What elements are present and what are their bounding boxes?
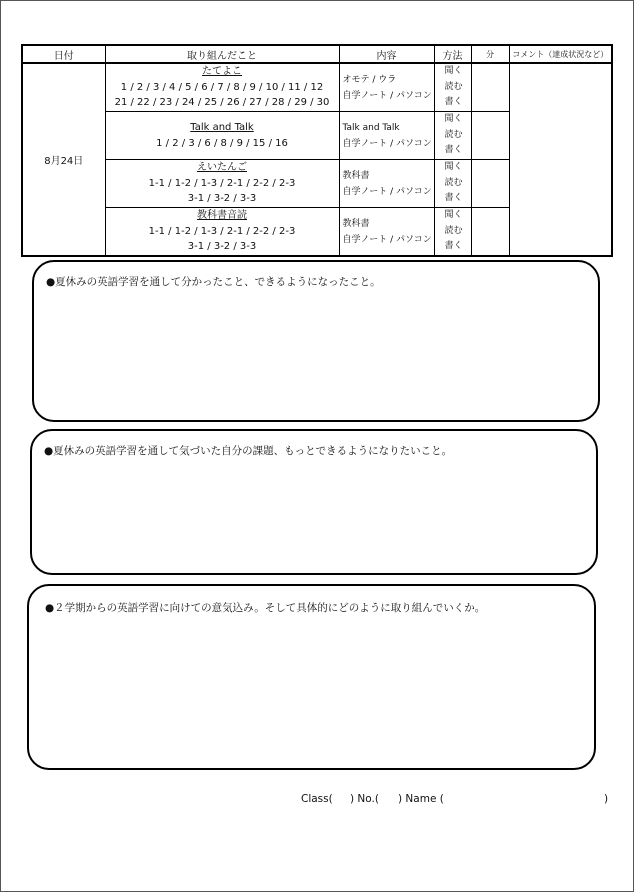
content-cell bbox=[339, 63, 434, 112]
method-write: 書く bbox=[444, 193, 463, 204]
reflection-box-learned[interactable] bbox=[32, 260, 600, 422]
activity-line: 1-1 / 1-2 / 1-3 / 2-1 / 2-2 / 2-3 bbox=[148, 225, 296, 237]
content-cell bbox=[339, 112, 434, 160]
header-comment: コメント（達成状況など） bbox=[509, 45, 612, 63]
activity-title: Talk and Talk bbox=[190, 122, 254, 133]
method-cell bbox=[434, 112, 471, 160]
header-method: 方法 bbox=[434, 45, 471, 63]
header-date: 日付 bbox=[22, 45, 105, 63]
content-cell bbox=[339, 160, 434, 208]
content-line: 自学ノート / パソコン bbox=[342, 234, 432, 245]
content-line: 自学ノート / パソコン bbox=[342, 90, 432, 101]
reflection-box-challenges[interactable] bbox=[30, 429, 598, 575]
activity-line: 1 / 2 / 3 / 6 / 8 / 9 / 15 / 16 bbox=[156, 137, 288, 149]
method-write: 書く bbox=[444, 97, 463, 108]
activity-title: えいたんご bbox=[197, 162, 247, 174]
header-minutes: 分 bbox=[471, 45, 509, 63]
activity-cell bbox=[105, 208, 339, 257]
method-listen: 聞く bbox=[444, 66, 463, 77]
class-label: Class( bbox=[301, 793, 333, 805]
content-cell bbox=[339, 208, 434, 257]
minutes-cell[interactable] bbox=[471, 160, 509, 208]
content-line: オモテ / ウラ bbox=[342, 74, 397, 85]
method-cell bbox=[434, 63, 471, 112]
method-listen: 聞く bbox=[444, 114, 463, 125]
activity-title: 教科書音読 bbox=[197, 210, 247, 222]
header-activity: 取り組んだこと bbox=[105, 45, 339, 63]
content-line: 自学ノート / パソコン bbox=[342, 138, 432, 149]
reflection-prompt: ●夏休みの英語学習を通して分かったこと、できるようになったこと。 bbox=[46, 276, 381, 288]
content-line: 教科書 bbox=[342, 218, 370, 229]
method-listen: 聞く bbox=[444, 210, 463, 221]
name-label: ) Name ( bbox=[398, 793, 444, 805]
method-read: 読む bbox=[444, 81, 463, 92]
name-close-paren: ) bbox=[604, 793, 609, 805]
header-content: 内容 bbox=[339, 45, 434, 63]
reflection-prompt: ●２学期からの英語学習に向けての意気込み。そして具体的にどのように取り組んでいくか。 bbox=[45, 602, 486, 614]
study-log-table bbox=[21, 44, 613, 257]
method-write: 書く bbox=[444, 145, 463, 156]
table-row bbox=[22, 63, 612, 112]
method-write: 書く bbox=[444, 241, 463, 252]
content-line: 自学ノート / パソコン bbox=[342, 186, 432, 197]
date-cell: 8月24日 bbox=[22, 63, 105, 256]
activity-line: 21 / 22 / 23 / 24 / 25 / 26 / 27 / 28 / 29 / 30 bbox=[114, 97, 330, 109]
number-label: ) No.( bbox=[350, 793, 379, 805]
method-listen: 聞く bbox=[444, 162, 463, 173]
activity-line: 3-1 / 3-2 / 3-3 bbox=[187, 241, 257, 253]
reflection-box-goals[interactable] bbox=[27, 584, 596, 770]
minutes-cell[interactable] bbox=[471, 63, 509, 112]
activity-cell bbox=[105, 63, 339, 112]
reflection-prompt: ●夏休みの英語学習を通して気づいた自分の課題、もっとできるようになりたいこと。 bbox=[44, 445, 453, 457]
content-line: 教科書 bbox=[342, 170, 370, 181]
method-cell bbox=[434, 160, 471, 208]
content-line: Talk and Talk bbox=[342, 122, 400, 133]
method-read: 読む bbox=[444, 225, 463, 236]
comment-cell[interactable] bbox=[509, 63, 612, 256]
activity-title: たてよこ bbox=[202, 66, 242, 78]
method-cell bbox=[434, 208, 471, 257]
method-read: 読む bbox=[444, 177, 463, 188]
activity-line: 1 / 2 / 3 / 4 / 5 / 6 / 7 / 8 / 9 / 10 / 11 / 12 bbox=[120, 81, 324, 93]
minutes-cell[interactable] bbox=[471, 208, 509, 257]
table-header-row bbox=[22, 45, 612, 63]
method-read: 読む bbox=[444, 129, 463, 140]
minutes-cell[interactable] bbox=[471, 112, 509, 160]
activity-line: 1-1 / 1-2 / 1-3 / 2-1 / 2-2 / 2-3 bbox=[148, 177, 296, 189]
activity-cell bbox=[105, 112, 339, 160]
activity-cell bbox=[105, 160, 339, 208]
activity-line: 3-1 / 3-2 / 3-3 bbox=[187, 193, 257, 205]
